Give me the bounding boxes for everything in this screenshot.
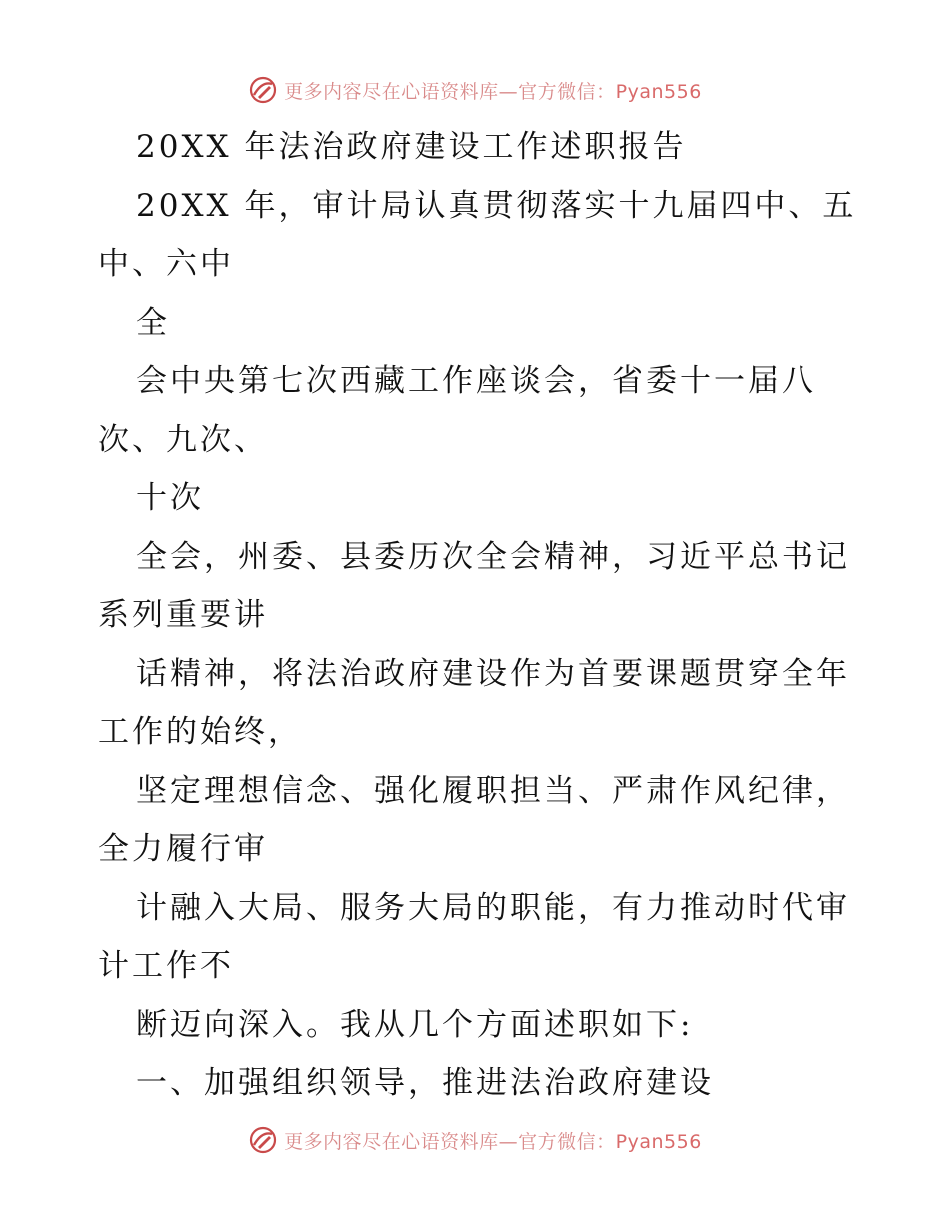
document-body (98, 118, 858, 1113)
document-title: 20XX 年法治政府建设工作述职报告 (136, 129, 687, 165)
pen-swirl-logo-icon (248, 1125, 278, 1155)
watermark-line (284, 1127, 702, 1154)
watermark-id: Pyan556 (615, 80, 702, 103)
watermark-id: Pyan556 (615, 1130, 702, 1153)
text-line: 工作的始终， (98, 714, 302, 750)
text-line: 话精神，将法治政府建设作为首要课题贯穿全年 (136, 655, 850, 692)
watermark-text: 更多内容尽在心语资料库—官方微信： (284, 1130, 616, 1153)
text-line: 中、六中 (98, 246, 234, 282)
text-line: 全会，州委、县委历次全会精神，习近平总书记 (136, 538, 850, 575)
text-line: 计融入大局、服务大局的职能，有力推动时代审 (136, 889, 850, 926)
text-line: 会中央第七次西藏工作座谈会，省委十一届八 (136, 363, 816, 399)
watermark-line (284, 77, 702, 104)
text-line: 断迈向深入。我从几个方面述职如下: (136, 1006, 694, 1043)
text-line: 坚定理想信念、强化履职担当、严肃作风纪律， (136, 772, 850, 809)
text-line: 次、九次、 (98, 421, 268, 458)
text-line: 一、加强组织领导，推进法治政府建设 (136, 1065, 714, 1101)
text-line: 20XX 年，审计局认真贯彻落实十九届四中、五 (136, 187, 857, 224)
watermark-text: 更多内容尽在心语资料库—官方微信： (284, 80, 616, 103)
footer-watermark (0, 1120, 950, 1160)
header-watermark (0, 70, 950, 110)
pen-swirl-logo-icon (248, 75, 278, 105)
text-line: 十次 (136, 480, 204, 516)
text-line: 全 (136, 304, 170, 341)
text-line: 系列重要讲 (98, 597, 268, 633)
text-line: 计工作不 (98, 948, 234, 984)
text-line: 全力履行审 (98, 831, 268, 867)
